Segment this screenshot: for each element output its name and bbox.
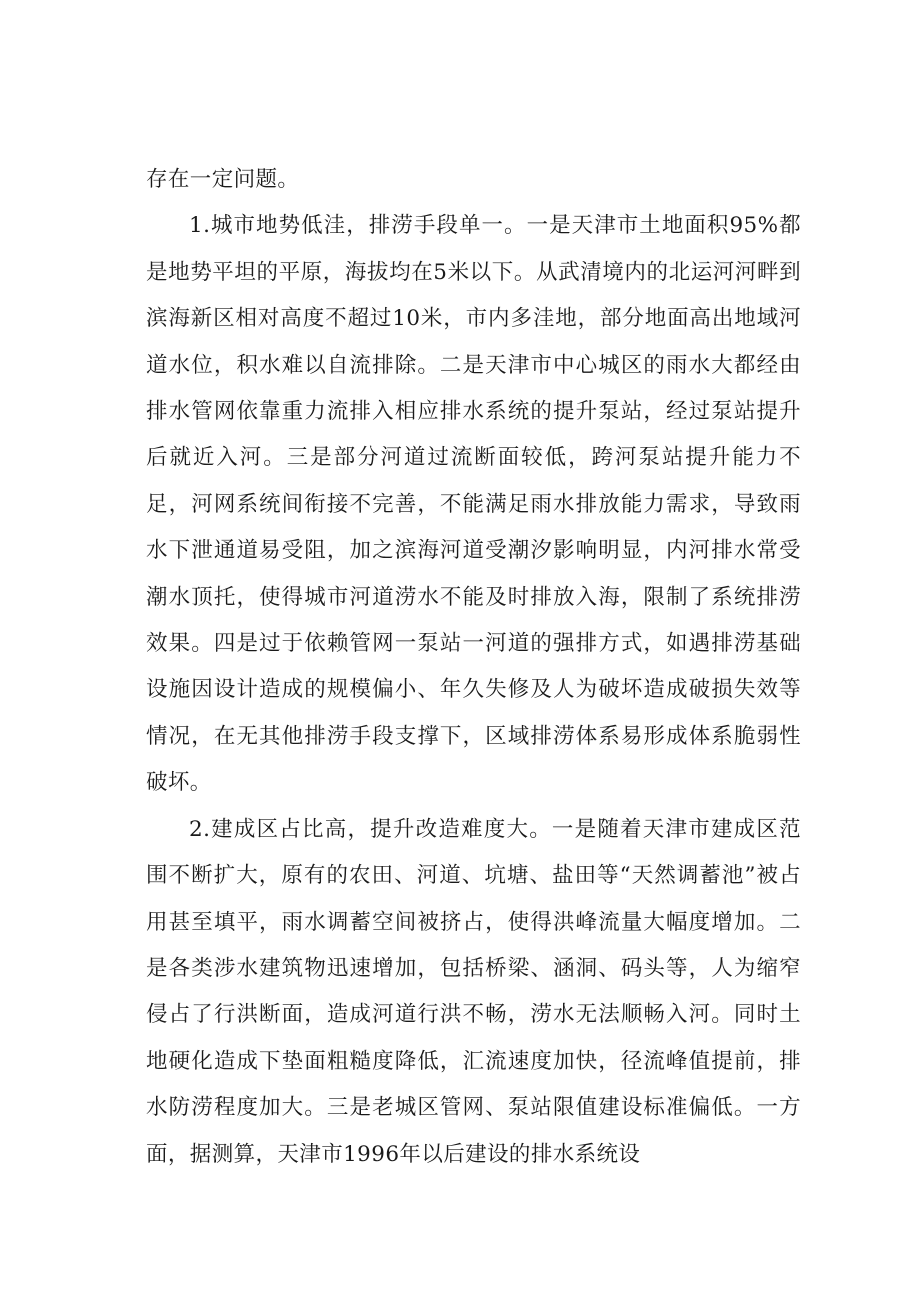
paragraph-section-2: 2.建成区占比高，提升改造难度大。一是随着天津市建成区范围不断扩大，原有的农田、河道、坑塘、盐田等“天然调蓄池”被占用甚至填平，雨水调蓄空间被挤占，使得洪峰流量大幅度增加。二是各类涉水建筑物迅速增加，包括桥梁、涵洞、码头等，人为缩窄侵占了行洪断面，造成河道行洪不畅，涝水无法顺畅入河。同时土地硬化造成下垫面粗糙度降低，汇流速度加快，径流峰值提前，排水防涝程度加大。三是老城区管网、泵站限值建设标准偏低。一方面，据测算，天津市1996年以后建设的排水系统设: [146, 816, 801, 1167]
paragraph-continuation: 存在一定问题。: [146, 167, 300, 192]
body-text: [146, 157, 801, 1178]
paragraph-section-1: 1.城市地势低洼，排涝手段单一。一是天津市土地面积95%都是地势平坦的平原，海拔均在5米以下。从武清境内的北运河河畔到滨海新区相对高度不超过10米，市内多洼地，部分地面高出地域河道水位，积水难以自流排除。二是天津市中心城区的雨水大都经由排水管网依靠重力流排入相应排水系统的提升泵站，经过泵站提升后就近入河。三是部分河道过流断面较低，跨河泵站提升能力不足，河网系统间衔接不完善，不能满足雨水排放能力需求，导致雨水下泄通道易受阻，加之滨海河道受潮汐影响明显，内河排水常受潮水顶托，使得城市河道涝水不能及时排放入海，限制了系统排涝效果。四是过于依赖管网一泵站一河道的强排方式，如遇排涝基础设施因设计造成的规模偏小、年久失修及人为破坏造成破损失效等情况，在无其他排涝手段支撑下，区域排涝体系易形成体系脆弱性破坏。: [146, 213, 801, 796]
